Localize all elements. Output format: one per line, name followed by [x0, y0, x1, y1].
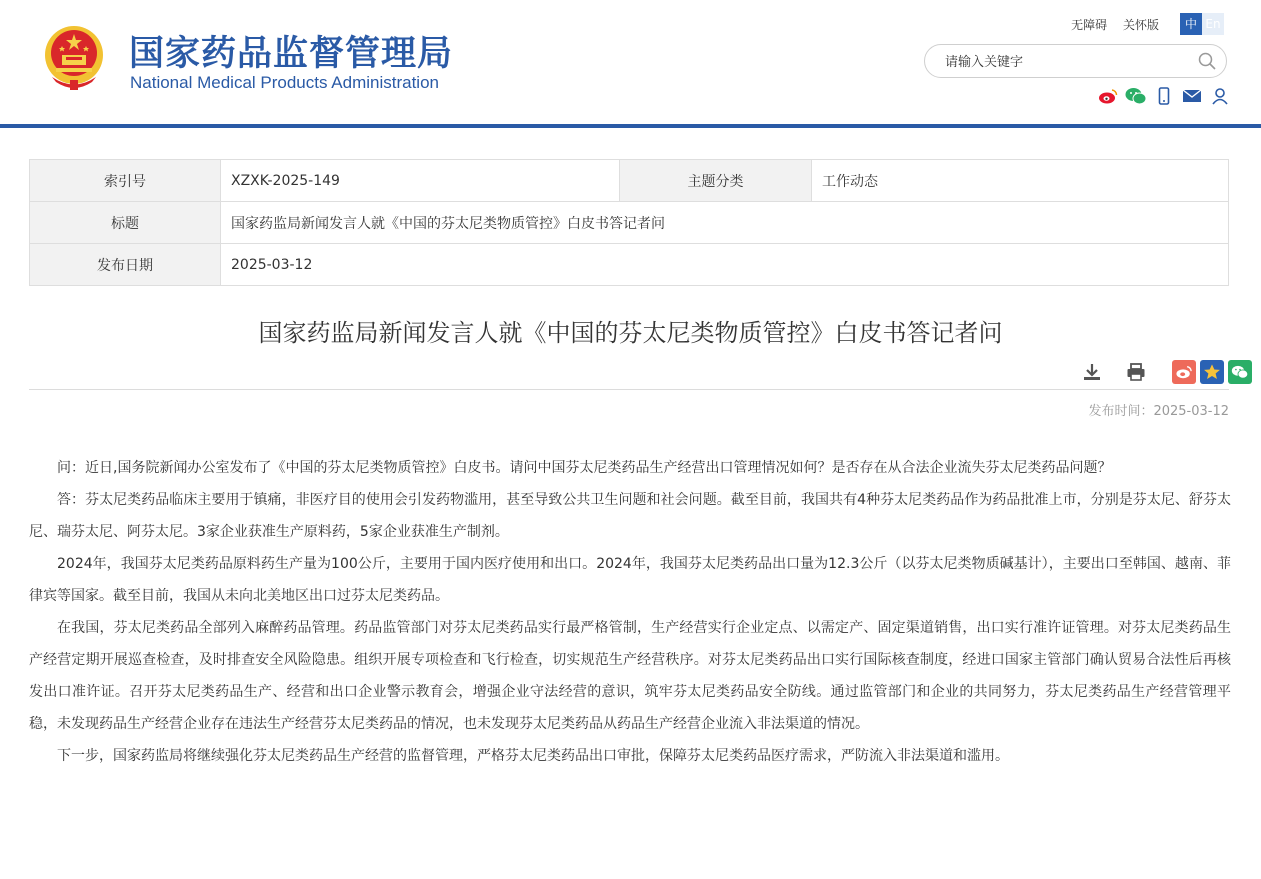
- weibo-icon[interactable]: [1097, 86, 1119, 106]
- share-wechat-icon[interactable]: [1228, 360, 1252, 384]
- elder-mode-link[interactable]: 关怀版: [1122, 18, 1159, 32]
- topic-value: 工作动态: [812, 160, 1229, 202]
- article-paragraph: 在我国，芬太尼类药品全部列入麻醉药品管理。药品监管部门对芬太尼类药品实行最严格管制，生产经营实行企业定点、以需定产、固定渠道销售，出口实行准许证管理。对芬太尼类药品生产经营定期开展巡查检查，及时排查安全风险隐患。组织开展专项检查和飞行检查，切实规范生产经营秩序。对芬太尼类药品出口实行国际核查制度，经进口国家主管部门确认贸易合法性后再核发出口准许证。召开芬太尼类药品生产、经营和出口企业警示教育会，增强企业守法经营的意识，筑牢芬太尼类药品安全防线。通过监管部门和企业的共同努力，芬太尼类药品生产经营管理平稳，未发现药品生产经营企业存在违法生产经营芬太尼类药品的情况，也未发现芬太尼类药品从药品生产经营企业流入非法渠道的情况。: [29, 620, 1231, 732]
- table-row: [30, 160, 1229, 202]
- article-toolbar: [1080, 360, 1252, 384]
- site-header: [0, 0, 1261, 124]
- search-input[interactable]: [943, 52, 1187, 72]
- national-emblem-icon[interactable]: [40, 22, 108, 92]
- lang-english-button[interactable]: En: [1202, 13, 1224, 35]
- article-paragraph: 答：芬太尼类药品临床主要用于镇痛，非医疗目的使用会引发药物滥用，甚至导致公共卫生问题和社会问题。截至目前，我国共有4种芬太尼类药品作为药品批准上市，分别是芬太尼、舒芬太尼、瑞芬太尼、阿芬太尼。3家企业获准生产原料药，5家企业获准生产制剂。: [29, 492, 1231, 540]
- index-label: 索引号: [30, 160, 221, 202]
- user-icon[interactable]: [1209, 86, 1231, 106]
- title-label: 标题: [30, 202, 221, 244]
- index-value: XZXK-2025-149: [221, 160, 620, 202]
- date-value: 2025-03-12: [221, 244, 1229, 286]
- search-icon[interactable]: [1197, 51, 1217, 71]
- share-weibo-icon[interactable]: [1172, 360, 1196, 384]
- mail-icon[interactable]: [1181, 86, 1203, 106]
- accessibility-link[interactable]: 无障碍: [1071, 18, 1108, 32]
- print-icon[interactable]: [1124, 360, 1148, 384]
- site-logo-chinese[interactable]: 国家药品监督管理局: [129, 34, 454, 74]
- title-value: 国家药监局新闻发言人就《中国的芬太尼类物质管控》白皮书答记者问: [221, 202, 1229, 244]
- mobile-icon[interactable]: [1153, 86, 1175, 106]
- table-row: [30, 202, 1229, 244]
- title-divider: [29, 389, 1229, 390]
- header-divider: [0, 124, 1261, 128]
- article-paragraph: 2024年，我国芬太尼类药品原料药生产量为100公斤，主要用于国内医疗使用和出口。2024年，我国芬太尼类药品出口量为12.3公斤（以芬太尼类物质碱基计），主要出口至韩国、越南、菲律宾等国家。截至目前，我国从未向北美地区出口过芬太尼类药品。: [29, 556, 1231, 604]
- lang-chinese-button[interactable]: 中: [1180, 13, 1202, 35]
- topic-label: 主题分类: [620, 160, 812, 202]
- article-meta-table: [29, 159, 1229, 286]
- search-box: [924, 44, 1227, 78]
- table-row: [30, 244, 1229, 286]
- article-title: 国家药监局新闻发言人就《中国的芬太尼类物质管控》白皮书答记者问: [258, 319, 1003, 347]
- top-links: [1059, 16, 1159, 33]
- article-body: [29, 452, 1231, 772]
- download-icon[interactable]: [1080, 360, 1104, 384]
- publish-date: 发布时间：2025-03-12: [1088, 404, 1229, 419]
- site-logo-english[interactable]: National Medical Products Administration: [130, 73, 439, 92]
- date-label: 发布日期: [30, 244, 221, 286]
- wechat-icon[interactable]: [1125, 86, 1147, 106]
- article-paragraph: 问：近日,国务院新闻办公室发布了《中国的芬太尼类物质管控》白皮书。请问中国芬太尼类药品生产经营出口管理情况如何？是否存在从合法企业流失芬太尼类药品问题？: [57, 460, 1112, 476]
- social-links: [1097, 86, 1231, 106]
- language-switch: [1180, 13, 1224, 35]
- article-paragraph: 下一步，国家药监局将继续强化芬太尼类药品生产经营的监督管理，严格芬太尼类药品出口审批，保障芬太尼类药品医疗需求，严防流入非法渠道和滥用。: [57, 748, 1009, 764]
- share-favorite-icon[interactable]: [1200, 360, 1224, 384]
